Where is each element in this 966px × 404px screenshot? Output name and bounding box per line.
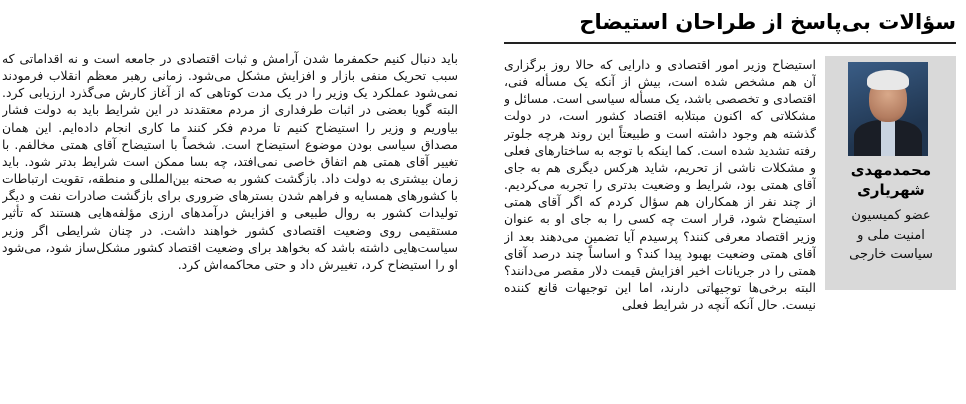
author-box bbox=[825, 56, 956, 290]
author-name-line2: شهریاری bbox=[857, 181, 925, 199]
author-role-line3: سیاست خارجی bbox=[849, 247, 933, 262]
author-portrait-icon bbox=[848, 62, 928, 156]
author-name bbox=[832, 160, 950, 200]
author-name-line1: محمدمهدی bbox=[850, 161, 932, 179]
author-role-line2: امنیت ملی و bbox=[857, 227, 925, 243]
article-headline: سؤالات بی‌پاسخ از طراحان استیضاح bbox=[579, 10, 956, 34]
column-right-text: استیضاح وزیر امور اقتصادی و دارایی که حالا روز برگزاری آن هم مشخص شده است، بیش از آنکه یک مسأله فنی، اقتصادی و تخصصی باشد، یک مسأله سیاسی است. مسائل و مشکلاتی که اکنون مبتلابه اقتصاد کشور است، در دولت گذشته هم وجود داشته است و طبیعتاً این روند هرچه جلوتر رفته تشدید شده است. کما اینکه با توجه به ساختارهای فعلی و مشکلات ناشی از تحریم، شاید هرکس دیگری هم به جای آقای همتی بود، شرایط و وضعیت بدتری را تجربه می‌کردیم. از چند نفر از همکاران هم سؤال کردم که اگر آقای همتی استیضاح شود، قرار است چه کسی را به جای او به عنوان وزیر اقتصاد معرفی کنند؟ پرسیدم آیا تضمین می‌دهند بعد از آقای همتی وضعیت بهبود پیدا کند؟ و اساساً چند درصد آقای همتی را در جریانات اخیر افزایش قیمت دلار مقصر می‌دانند؟ البته برخی‌ها توجیهاتی دارند، اما این توجیهات قانع کننده نیست. حال آنکه آنچه در شرایط فعلی bbox=[504, 57, 816, 313]
author-role bbox=[832, 206, 950, 265]
column-left-text: باید دنبال کنیم حکمفرما شدن آرامش و ثبات اقتصادی در جامعه است و نه اقداماتی که سبب تحریک منفی بازار و افزایش مشکل می‌شود. زمانی رهبر معظم انقلاب فرمودند نمی‌شود عملکرد یک وزیر را در یک مدت کوتاهی که از آغاز کارش می‌گذرد ارزیابی کرد. البته گویا بعضی در اثبات طرفداری از مردم معتقدند در این شرایط باید به دولت فشار بیاوریم و وزیر را استیضاح کنیم تا مردم فکر کنند ما کاری انجام داده‌ایم. این همان مصداق سیاسی بودن موضوع استیضاح است. شخصاً با استیضاح آقای همتی مخالفم. با تغییر آقای همتی هم اتفاق خاصی نمی‌افتد، چه بسا ممکن است شرایط بدتر شود. باید زمان بیشتری به دولت داد. بازگشت کشور به صحنه بین‌المللی و منطقه، تقویت ارتباطات با کشورهای همسایه و فراهم شدن بسترهای ضروری برای بازگشت صادرات نفت و دیگر تولیدات کشور به روال طبیعی و افزایش درآمدهای ارزی مؤلفه‌هایی هستند که تأثیر مستقیمی روی وضعیت اقتصادی کشور خواهند داشت. در چنان شرایطی اگر وزیر سیاست‌هایی داشته باشد که بخواهد برای وضعیت اقتصاد کشور مشکل‌ساز شود، می‌شود او را استیضاح کرد، تغییرش داد و حتی محاکمه‌اش کرد. bbox=[2, 51, 458, 272]
article-column-left bbox=[2, 50, 458, 400]
article-column-right bbox=[504, 56, 816, 398]
author-role-line1: عضو کمیسیون bbox=[851, 208, 931, 223]
headline-rule bbox=[504, 42, 956, 44]
